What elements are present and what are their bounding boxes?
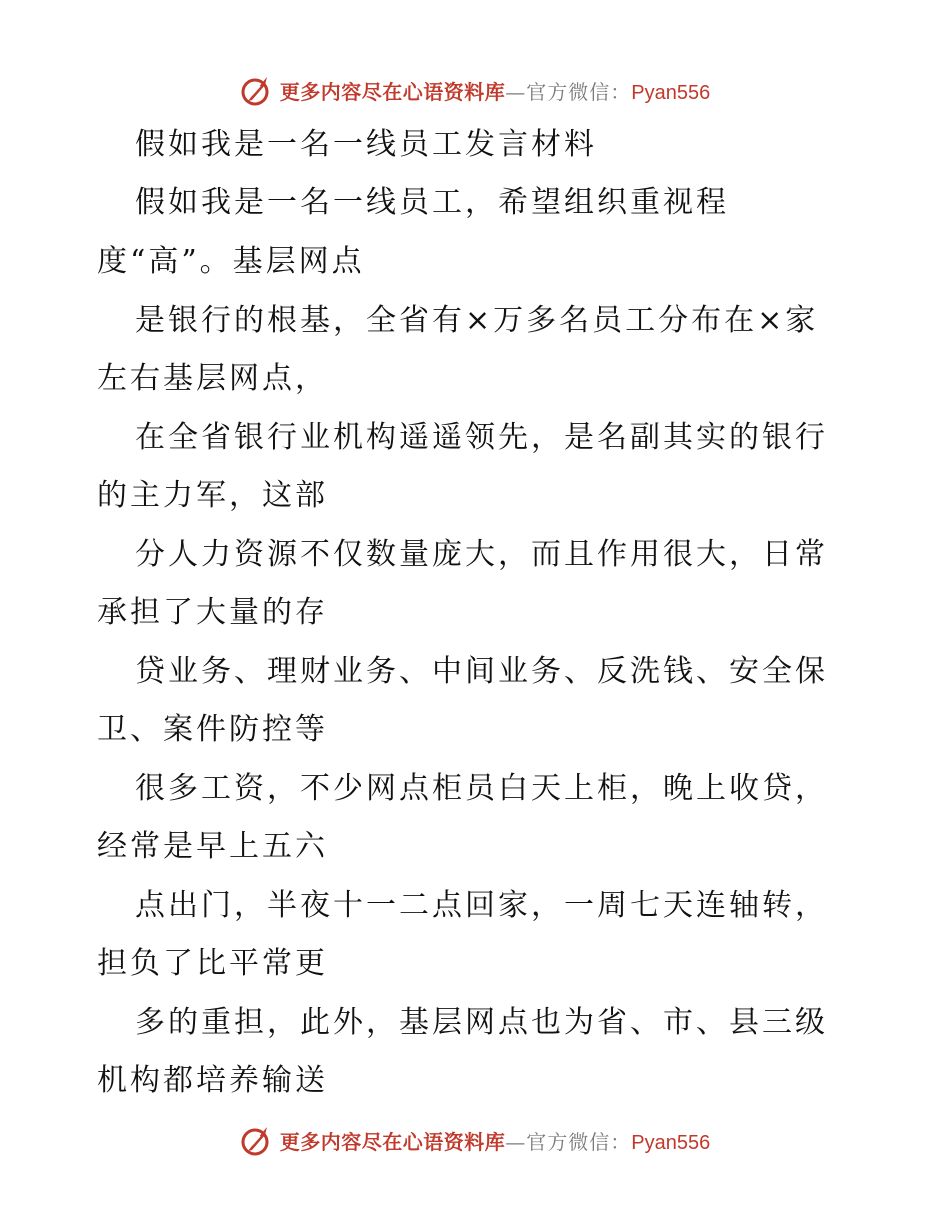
text-line: 卫、案件防控等 — [97, 712, 328, 747]
watermark-separator: —官方微信： — [505, 79, 632, 104]
document-title: 假如我是一名一线员工发言材料 — [135, 127, 597, 162]
watermark-text — [280, 1126, 710, 1155]
text-line: 机构都培养输送 — [97, 1063, 328, 1098]
footer-watermark — [0, 1120, 950, 1160]
text-line: 左右基层网点， — [97, 361, 328, 396]
text-line: 在全省银行业机构遥遥领先，是名副其实的银行 — [135, 420, 828, 455]
quill-pen-circle-icon — [240, 1123, 274, 1157]
watermark-separator: —官方微信： — [505, 1129, 632, 1154]
quill-pen-circle-icon — [240, 73, 274, 107]
text-line: 承担了大量的存 — [97, 595, 328, 630]
text-line: 是银行的根基，全省有×万多名员工分布在×家 — [135, 303, 819, 338]
text-line: 假如我是一名一线员工，希望组织重视程 — [135, 185, 729, 220]
header-watermark — [0, 70, 950, 110]
text-line: 点出门，半夜十一二点回家，一周七天连轴转， — [135, 888, 828, 923]
text-line: 很多工资，不少网点柜员白天上柜，晚上收贷， — [135, 771, 828, 806]
text-line: 经常是早上五六 — [97, 829, 328, 864]
watermark-brand: 更多内容尽在心语资料库 — [279, 1129, 506, 1154]
text-line: 担负了比平常更 — [97, 946, 328, 981]
text-line: 度“高”。基层网点 — [97, 244, 365, 279]
text-line: 的主力军，这部 — [97, 478, 328, 513]
watermark-text — [280, 76, 710, 105]
text-line: 贷业务、理财业务、中间业务、反洗钱、安全保 — [135, 654, 828, 689]
text-line: 分人力资源不仅数量庞大，而且作用很大，日常 — [135, 537, 828, 572]
watermark-brand: 更多内容尽在心语资料库 — [279, 79, 506, 104]
text-line: 多的重担，此外，基层网点也为省、市、县三级 — [135, 1005, 828, 1040]
watermark-wechat-id: Pyan556 — [631, 1131, 711, 1154]
watermark-wechat-id: Pyan556 — [631, 81, 711, 104]
